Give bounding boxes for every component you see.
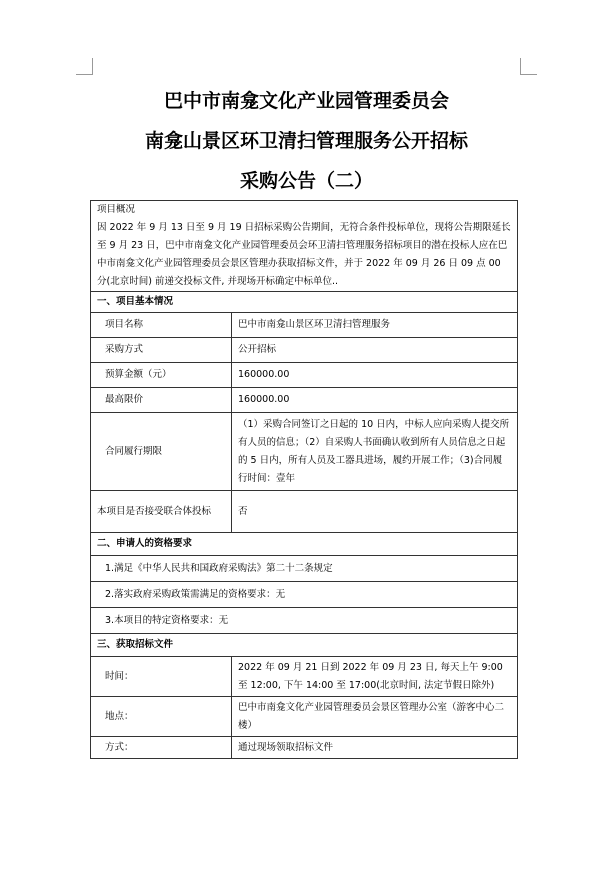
row-value: 否 [232,491,518,533]
corner-mark-top-right [520,58,537,75]
row-label: 项目名称 [91,313,232,338]
qualification-item: 2.落实政府采购政策需满足的资格要求：无 [91,582,518,608]
doc-title-line3: 采购公告（二） [239,170,373,192]
table-row [91,338,518,363]
corner-mark-top-left [76,58,93,75]
table-row [91,313,518,338]
row-value: （1）采购合同签订之日起的 10 日内，中标人应向采购人提交所有人员的信息；（2）自采购人书面确认收到所有人员信息之日起的 5 日内，所有人员及工器具进场，履约开展工作；（3)合同履行时间：壹年 [232,413,518,491]
doc-title-line1: 巴中市南龛文化产业园管理委员会 [163,90,449,112]
table-row [91,582,518,608]
table-row [91,413,518,491]
row-label: 最高限价 [91,388,232,413]
row-label: 预算金额（元） [91,363,232,388]
section1-heading: 一、项目基本情况 [91,292,518,313]
section2-heading: 二、申请人的资格要求 [91,533,518,556]
table-row [91,737,518,759]
row-value: 2022 年 09 月 21 日到 2022 年 09 月 23 日, 每天上午 9:00 至 12:00, 下午 14:00 至 17:00(北京时间, 法定节假日除外) [232,657,518,697]
doc-title-line2: 南龛山景区环卫清扫管理服务公开招标 [144,130,468,152]
section-heading [91,533,518,556]
qualification-item: 3.本项目的特定资格要求：无 [91,608,518,634]
table-row [91,556,518,582]
overview-label: 项目概况 [97,204,136,215]
overview-text: 因 2022 年 9 月 13 日至 9 月 19 日招标采购公告期间，无符合条件投标单位，现将公告期限延长至 9 月 23 日，巴中市南龛文化产业园管理委员会环卫清扫管理服务招标项目的潜在投标人应在巴中市南龛文化产业园管理委员会景区管理办获取招标文件，并于 2022 年 09 月 26 日 09 点 00 分(北京时间) 前递交投标文件, 并现场开标确定中标单位.. [97,222,511,287]
qualification-item: 1.满足《中华人民共和国政府采购法》第二十二条规定 [91,556,518,582]
row-label: 采购方式 [91,338,232,363]
row-label: 方式： [91,737,232,759]
row-label: 时间： [91,657,232,697]
table-row [91,363,518,388]
table-row [91,657,518,697]
row-label: 本项目是否接受联合体投标 [91,491,232,533]
table-row [91,608,518,634]
row-value: 160000.00 [232,388,518,413]
row-value: 通过现场领取招标文件 [232,737,518,759]
overview-row [91,201,518,292]
row-value: 巴中市南龛山景区环卫清扫管理服务 [232,313,518,338]
table-row [91,697,518,737]
row-value: 160000.00 [232,363,518,388]
table-row [91,388,518,413]
announcement-table [90,200,518,759]
section-heading [91,292,518,313]
row-label: 地点： [91,697,232,737]
row-label: 合同履行期限 [91,413,232,491]
table-row [91,491,518,533]
row-value: 公开招标 [232,338,518,363]
section3-heading: 三、获取招标文件 [91,634,518,657]
section-heading [91,634,518,657]
row-value: 巴中市南龛文化产业园管理委员会景区管理办公室（游客中心二楼） [232,697,518,737]
